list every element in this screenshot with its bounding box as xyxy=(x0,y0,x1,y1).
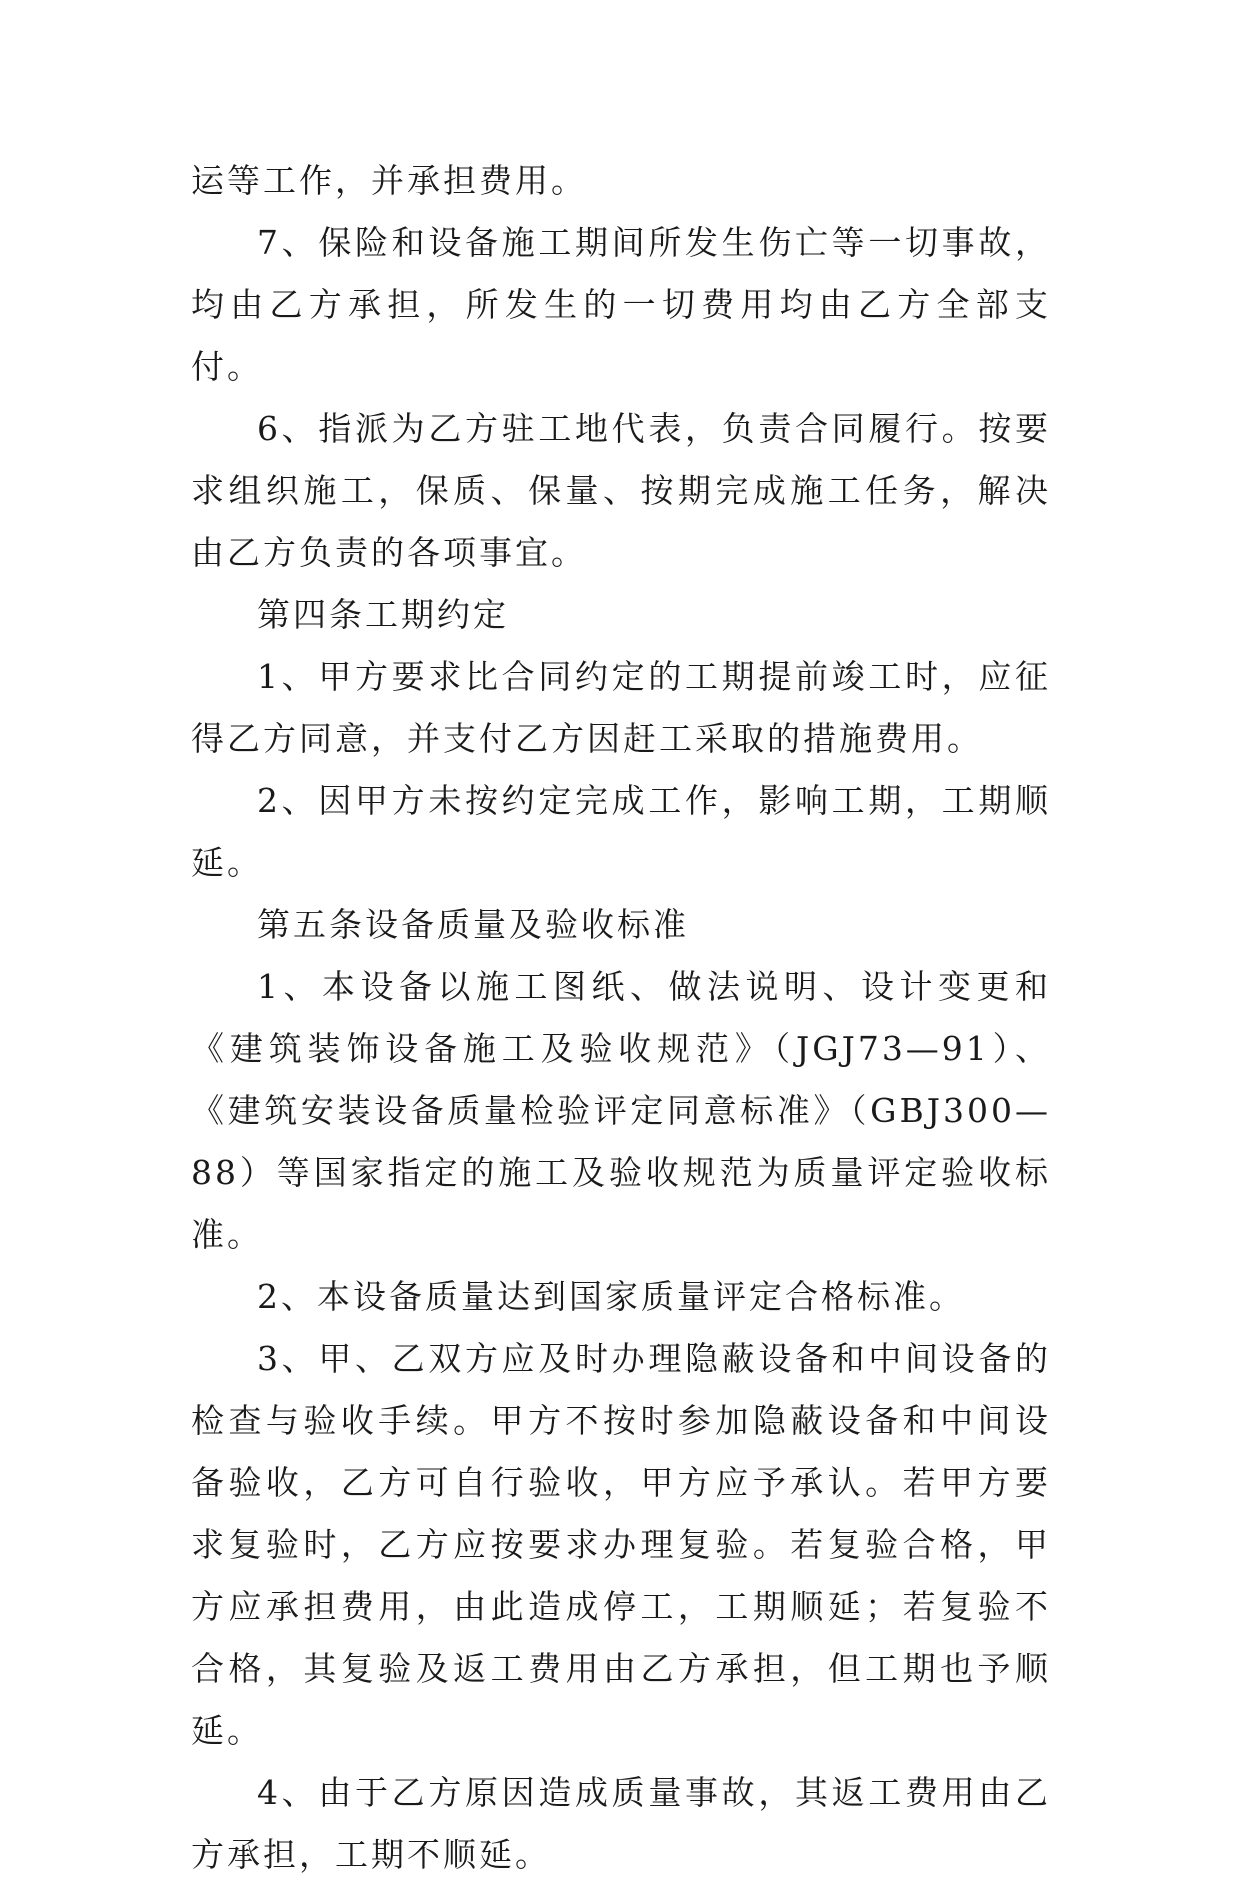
paragraph-continuation: 运等工作，并承担费用。 xyxy=(191,161,587,200)
section-heading-article-4: 第四条工期约定 xyxy=(257,595,509,634)
paragraph-article-5-item-1: 1、本设备以施工图纸、做法说明、设计变更和《建筑装饰设备施工及验收规范》（JGJ73—91）、《建筑安装设备质量检验评定同意标准》（GBJ300—88）等国家指定的施工及验收规范为质量评定验收标准。 xyxy=(191,967,1051,1254)
paragraph-article-5-item-2: 2、本设备质量达到国家质量评定合格标准。 xyxy=(257,1277,965,1316)
paragraph-article-4-item-1: 1、甲方要求比合同约定的工期提前竣工时，应征得乙方同意，并支付乙方因赶工采取的措施费用。 xyxy=(191,657,1051,758)
paragraph-article-4-item-2: 2、因甲方未按约定完成工作，影响工期，工期顺延。 xyxy=(191,781,1051,882)
section-heading-article-5: 第五条设备质量及验收标准 xyxy=(257,905,689,944)
paragraph-clause-7: 7、保险和设备施工期间所发生伤亡等一切事故，均由乙方承担，所发生的一切费用均由乙方全部支付。 xyxy=(191,223,1051,386)
paragraph-clause-6: 6、指派为乙方驻工地代表，负责合同履行。按要求组织施工，保质、保量、按期完成施工任务，解决由乙方负责的各项事宜。 xyxy=(191,409,1051,572)
paragraph-article-5-item-4: 4、由于乙方原因造成质量事故，其返工费用由乙方承担，工期不顺延。 xyxy=(191,1773,1051,1874)
paragraph-article-5-item-3: 3、甲、乙双方应及时办理隐蔽设备和中间设备的检查与验收手续。甲方不按时参加隐蔽设备和中间设备验收，乙方可自行验收，甲方应予承认。若甲方要求复验时，乙方应按要求办理复验。若复验合格，甲方应承担费用，由此造成停工，工期顺延；若复验不合格，其复验及返工费用由乙方承担，但工期也予顺延。 xyxy=(191,1339,1051,1750)
document-page xyxy=(191,150,1051,1886)
